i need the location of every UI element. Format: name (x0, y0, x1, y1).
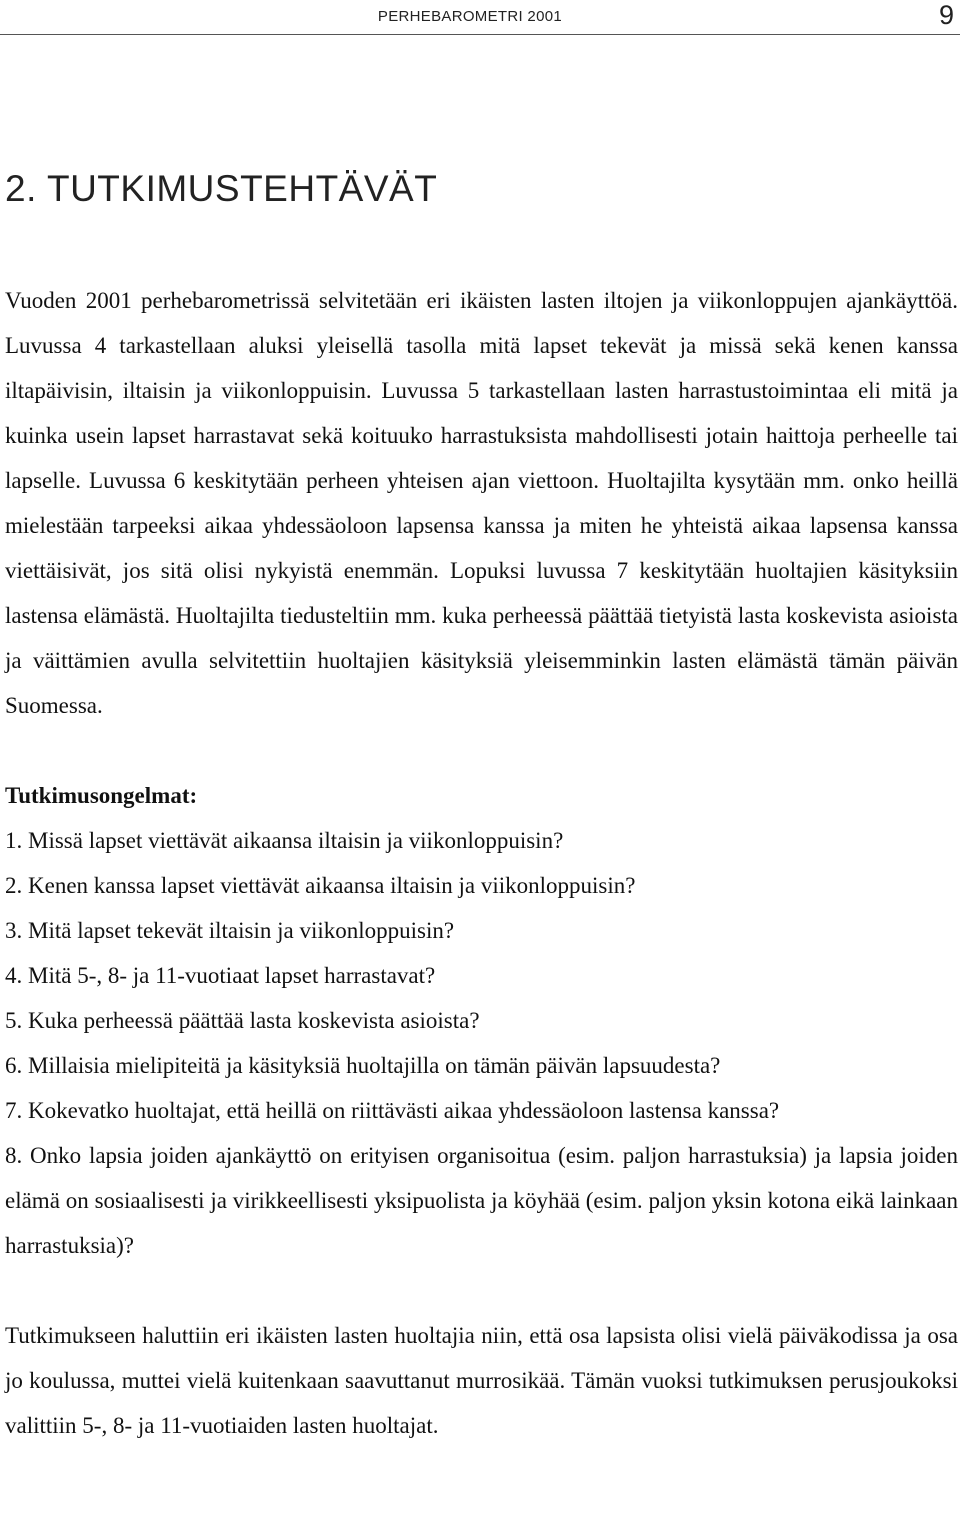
chapter-title: 2. TUTKIMUSTEHTÄVÄT (5, 168, 438, 209)
running-header (0, 0, 960, 34)
problem-item: 3. Mitä lapset tekevät iltaisin ja viikonloppuisin? (5, 918, 455, 943)
running-title: PERHEBAROMETRI 2001 (377, 8, 562, 25)
problem-item: 6. Millaisia mielipiteitä ja käsityksiä huoltajilla on tämän päivän lapsuudesta? (5, 1053, 721, 1078)
header-rule (0, 34, 960, 35)
problems-heading: Tutkimusongelmat: (5, 783, 198, 808)
problem-item: 1. Missä lapset viettävät aikaansa iltaisin ja viikonloppuisin? (5, 828, 564, 853)
problem-item: 8. Onko lapsia joiden ajankäyttö on erityisen organisoitua (esim. paljon harrastuksia) ja lapsia joiden elämä on sosiaalisesti ja virikkeellisesti yksipuolista ja köyhää (esim. paljon yksin kotona eikä lainkaan harrastuksia)? (5, 1143, 958, 1258)
problem-item: 5. Kuka perheessä päättää lasta koskevista asioista? (5, 1008, 480, 1033)
problem-item: 7. Kokevatko huoltajat, että heillä on riittävästi aikaa yhdessäoloon lastensa kanssa? (5, 1098, 780, 1123)
problem-item: 4. Mitä 5-, 8- ja 11-vuotiaat lapset harrastavat? (5, 963, 436, 988)
page-content (5, 278, 958, 1448)
problem-list (5, 818, 958, 1268)
problem-item: 2. Kenen kanssa lapset viettävät aikaansa iltaisin ja viikonloppuisin? (5, 873, 636, 898)
intro-paragraph: Vuoden 2001 perhebarometrissä selvitetään eri ikäisten lasten iltojen ja viikonloppujen ajankäyttöä. Luvussa 4 tarkastellaan aluksi yleisellä tasolla mitä lapset tekevät ja missä sekä kenen kanssa iltapäivisin, iltaisin ja viikonloppuisin. Luvussa 5 tarkastellaan lasten harrastustoimintaa eli mitä ja kuinka usein lapset harrastavat sekä koituuko harrastuksista mahdollisesti jotain haittoja perheelle tai lapselle. Luvussa 6 keskitytään perheen yhteisen ajan viettoon. Huoltajilta kysytään mm. onko heillä mielestään tarpeeksi aikaa yhdessäoloon lapsensa kanssa ja miten he yhteistä aikaa lapsensa kanssa viettäisivät, jos sitä olisi nykyistä enemmän. Lopuksi luvussa 7 keskitytään huoltajien käsityksiin lastensa elämästä. Huoltajilta tiedusteltiin mm. kuka perheessä päättää tietyistä lasta koskevista asioista ja väittämien avulla selvitettiin huoltajien käsityksiä yleisemminkin lasten elämästä tämän päivän Suomessa. (5, 288, 958, 718)
page-number: 9 (938, 0, 954, 30)
outro-paragraph: Tutkimukseen haluttiin eri ikäisten lasten huoltajia niin, että osa lapsista olisi vielä päiväkodissa ja osa jo koulussa, muttei vielä kuitenkaan saavuttanut murrosikää. Tämän vuoksi tutkimuksen perusjoukoksi valittiin 5-, 8- ja 11-vuotiaiden lasten huoltajat. (5, 1323, 958, 1438)
